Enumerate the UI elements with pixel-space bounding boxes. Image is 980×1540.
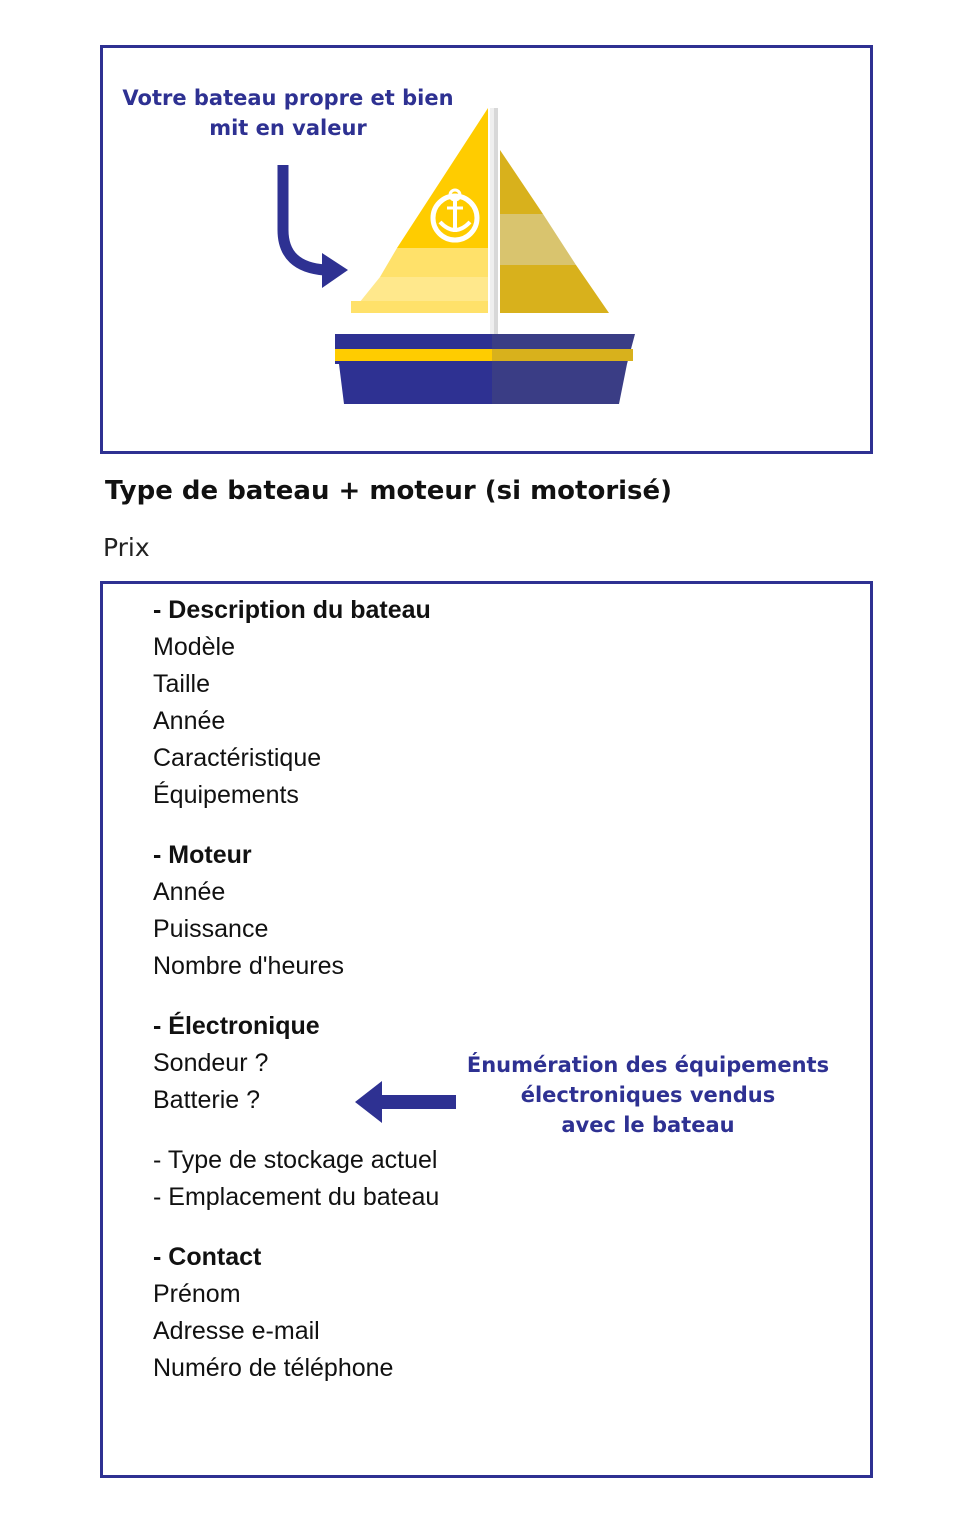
list-item: Modèle <box>153 633 235 661</box>
list-item: Puissance <box>153 915 269 943</box>
sailboat-icon <box>330 100 640 410</box>
left-arrow-icon <box>352 1078 462 1126</box>
listing-title: Type de bateau + moteur (si motorisé) <box>105 476 673 506</box>
list-item: - Type de stockage actuel <box>153 1146 438 1174</box>
list-item: Caractéristique <box>153 744 322 772</box>
list-item: Prénom <box>153 1280 241 1308</box>
electronics-callout-line: avec le bateau <box>561 1113 735 1137</box>
contact-section <box>153 1239 439 1387</box>
electronics-callout <box>460 1050 836 1140</box>
engine-section <box>153 837 439 985</box>
description-section <box>153 592 439 814</box>
photo-callout-line: Votre bateau propre et bien <box>122 86 454 110</box>
section-heading: - Contact <box>153 1243 262 1271</box>
list-item: Sondeur ? <box>153 1049 269 1077</box>
details-list <box>153 592 439 1387</box>
list-item: Année <box>153 707 226 735</box>
section-heading: - Électronique <box>153 1012 320 1040</box>
list-item: Équipements <box>153 781 299 809</box>
photo-callout-line: mit en valeur <box>209 116 367 140</box>
price-label: Prix <box>103 533 150 562</box>
list-item: Taille <box>153 670 210 698</box>
electronics-callout-line: électroniques vendus <box>520 1083 776 1107</box>
list-item: Adresse e-mail <box>153 1317 320 1345</box>
list-item: Batterie ? <box>153 1086 261 1114</box>
list-item: Année <box>153 878 226 906</box>
section-heading: - Moteur <box>153 841 252 869</box>
list-item: - Emplacement du bateau <box>153 1183 440 1211</box>
electronics-callout-line: Énumération des équipements <box>466 1053 830 1077</box>
section-heading: - Description du bateau <box>153 596 431 624</box>
list-item: Numéro de téléphone <box>153 1354 394 1382</box>
list-item: Nombre d'heures <box>153 952 344 980</box>
storage-section <box>153 1142 439 1216</box>
